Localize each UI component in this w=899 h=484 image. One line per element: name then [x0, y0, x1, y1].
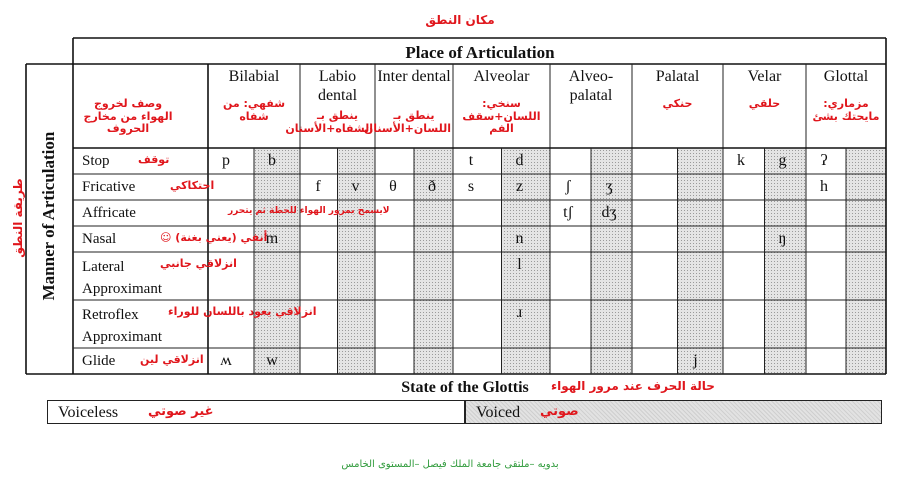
phoneme-symbol: m: [265, 230, 279, 247]
place-header-4: Alveo- palatal: [568, 68, 614, 105]
phoneme-symbol: θ: [389, 178, 397, 195]
voiced-label: Voiced: [476, 404, 521, 421]
manner-arabic-3: أنفي (يعني بغنة) ☺: [160, 231, 268, 244]
phoneme-symbol: ŋ: [778, 230, 787, 247]
voiced-shading: [678, 148, 724, 374]
phoneme-symbol: dʒ: [601, 204, 617, 221]
phoneme-symbol: n: [515, 230, 524, 247]
phoneme-symbol: p: [222, 152, 230, 169]
manner-arabic-2: لايسمح بمرور الهواء للحظة ثم يتحرر: [228, 206, 390, 216]
phoneme-symbol: h: [820, 178, 828, 195]
voiceless-arabic: غير صوتي: [148, 404, 214, 419]
phoneme-symbol: l: [517, 256, 522, 273]
place-arabic-6: حلقي: [748, 97, 781, 110]
manner-arabic-title: طريقة النطق: [11, 178, 25, 258]
manner-arabic-5: انزلاقي يعود باللسان للوراء: [168, 305, 317, 318]
manner-arabic-0: توقف: [138, 153, 170, 166]
manner-title: Manner of Articulation: [39, 131, 58, 301]
manner-label-5: Retroflex Approximant: [82, 307, 162, 345]
phoneme-symbol: ð: [428, 178, 436, 195]
place-arabic-0: شفهي: من شفاه: [222, 97, 286, 123]
phoneme-symbol: ʒ: [605, 178, 613, 195]
phoneme-symbol: ʃ: [565, 178, 571, 195]
manner-arabic-4: انزلاقي جانبي: [160, 257, 237, 270]
voiced-shading: [765, 148, 807, 374]
glottis-arabic: حالة الحرف عند مرور الهواء: [551, 379, 715, 393]
manner-label-6: Glide: [82, 353, 116, 369]
glottis-title: State of the Glottis: [401, 379, 529, 396]
place-header-5: Palatal: [655, 68, 700, 85]
place-arabic-2: ينطق بـ اللسان+الأسنان: [363, 109, 451, 135]
phoneme-symbol: g: [778, 152, 787, 169]
place-arabic-5: حنكي: [662, 97, 693, 110]
phoneme-symbol: t: [468, 152, 474, 169]
corner-arabic-note: وصف لخروج الهواء من مخارج الحروف: [83, 97, 173, 136]
phoneme-symbol: ʔ: [820, 152, 828, 169]
place-header-0: Bilabial: [228, 68, 280, 85]
voiced-arabic: صوتي: [540, 404, 579, 419]
voiced-box: [465, 400, 882, 424]
phoneme-symbol: b: [268, 152, 276, 169]
manner-arabic-6: انزلاقي لين: [140, 353, 204, 366]
phoneme-symbol: f: [315, 178, 321, 195]
manner-arabic-1: احتكاكي: [170, 179, 215, 192]
manner-label-4: Lateral Approximant: [82, 259, 162, 297]
place-header-7: Glottal: [823, 68, 869, 85]
manner-label-1: Fricative: [82, 179, 136, 195]
place-arabic-1: ينطق بـ الشفاه+الأسنان: [285, 109, 373, 135]
phoneme-symbol: ɹ: [516, 304, 523, 321]
place-header-1: Labio dental: [317, 68, 358, 105]
place-header-3: Alveolar: [473, 68, 530, 85]
place-header-6: Velar: [747, 68, 782, 85]
place-title: Place of Articulation: [405, 43, 555, 62]
phoneme-symbol: ʍ: [220, 352, 232, 369]
voiced-shading: [846, 148, 886, 374]
phoneme-symbol: s: [467, 178, 475, 195]
phoneme-symbol: v: [351, 178, 360, 195]
phoneme-symbol: tʃ: [563, 204, 573, 221]
place-header-2: Inter dental: [377, 68, 451, 85]
phoneme-symbol: z: [515, 178, 524, 195]
phoneme-symbol: j: [693, 352, 698, 369]
place-arabic-3: سنخي: اللسان+سقف الفم: [462, 97, 541, 136]
phoneme-symbol: d: [515, 152, 524, 169]
manner-label-0: Stop: [82, 153, 110, 169]
place-arabic-7: مزماري: مايحتك بشئ: [812, 97, 880, 123]
place-arabic-title: مكان النطق: [425, 13, 495, 27]
manner-label-2: Affricate: [82, 205, 136, 221]
voiced-shading: [254, 148, 300, 374]
voiceless-label: Voiceless: [58, 404, 119, 421]
phoneme-symbol: k: [737, 152, 745, 169]
manner-label-3: Nasal: [82, 231, 117, 247]
footer-credit: بدويه –ملتقى جامعة الملك فيصل –المستوى الخامس: [341, 459, 559, 470]
voiceless-box: [47, 400, 465, 424]
phoneme-symbol: w: [266, 352, 278, 369]
